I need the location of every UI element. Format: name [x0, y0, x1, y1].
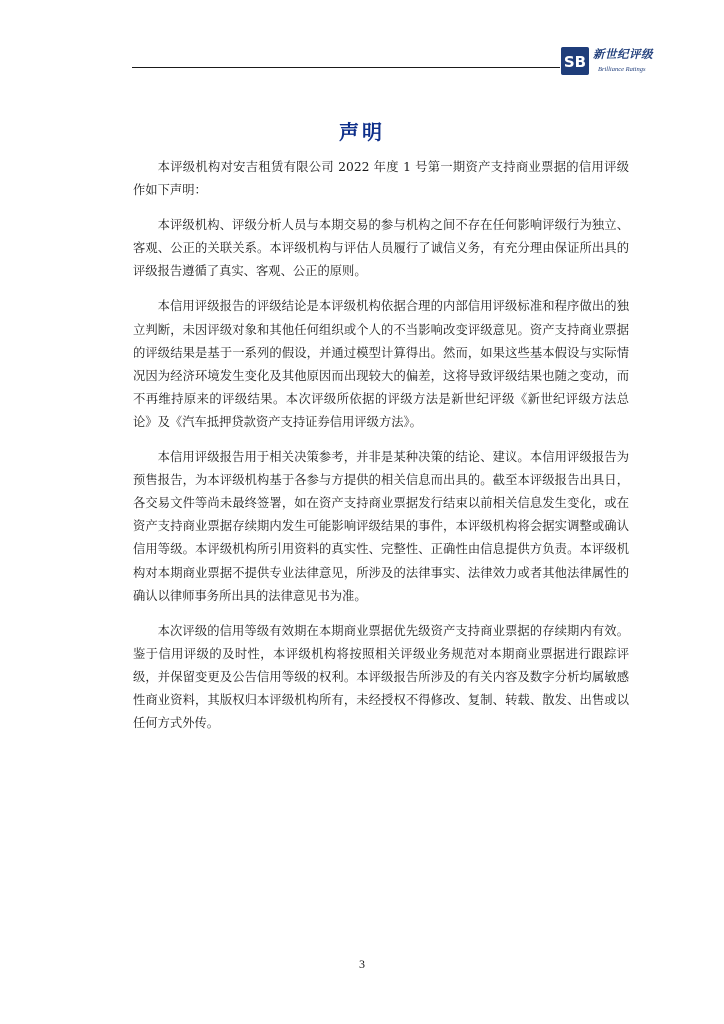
- paragraph-usage: 本信用评级报告用于相关决策参考，并非是某种决策的结论、建议。本信用评级报告为预售报告，为本评级机构基于各参与方提供的相关信息而出具的。截至本评级报告出具日，各交易文件等尚未最终签署，如在资产支持商业票据发行结束以前相关信息发生变化，或在资产支持商业票据存续期内发生可能影响评级结果的事件，本评级机构将会据实调整或确认信用等级。本评级机构所引用资料的真实性、完整性、正确性由信息提供方负责。本评级机构对本期商业票据不提供专业法律意见，所涉及的法律事实、法律效力或者其他法律属性的确认以律师事务所出具的法律意见书为准。: [133, 450, 629, 603]
- page-number: 3: [359, 957, 365, 971]
- paragraph-validity: 本次评级的信用等级有效期在本期商业票据优先级资产支持商业票据的存续期内有效。鉴于信用评级的及时性，本评级机构将按照相关评级业务规范对本期商业票据进行跟踪评级，并保留变更及公告信用等级的权利。本评级报告所涉及的有关内容及数字分析均属敏感性商业资料，其版权归本评级机构所有，未经授权不得修改、复制、转载、散发、出售或以任何方式外传。: [133, 623, 629, 731]
- paragraph-methodology: 本信用评级报告的评级结论是本评级机构依据合理的内部信用评级标准和程序做出的独立判断，未因评级对象和其他任何组织或个人的不当影响改变评级意见。资产支持商业票据的评级结果是基于一系列的假设，并通过模型计算得出。然而，如果这些基本假设与实际情况因为经济环境发生变化及其他原因而出现较大的偏差，这将导致评级结果也随之变动，而不再维持原来的评级结果。本次评级所依据的评级方法是新世纪评级《新世纪评级方法总论》及《汽车抵押贷款资产支持证券信用评级方法》。: [133, 299, 629, 429]
- statement-body: [133, 156, 629, 747]
- logo-english-text: Brilliance Ratings: [598, 66, 646, 73]
- paragraph-independence: 本评级机构、评级分析人员与本期交易的参与机构之间不存在任何影响评级行为独立、客观、公正的关联关系。本评级机构与评估人员履行了诚信义务，有充分理由保证所出具的评级报告遵循了真实、客观、公正的原则。: [133, 218, 629, 279]
- page-title: 声明: [339, 120, 385, 144]
- logo-chinese-text: 新世纪评级: [593, 47, 653, 61]
- brand-logo: [560, 44, 660, 84]
- svg-text:SB: SB: [563, 53, 587, 71]
- paragraph-intro: 本评级机构对安吉租赁有限公司 2022 年度 1 号第一期资产支持商业票据的信用评级作如下声明：: [133, 160, 629, 198]
- brilliance-ratings-logo-icon: [560, 46, 590, 76]
- header-rule: [132, 67, 560, 68]
